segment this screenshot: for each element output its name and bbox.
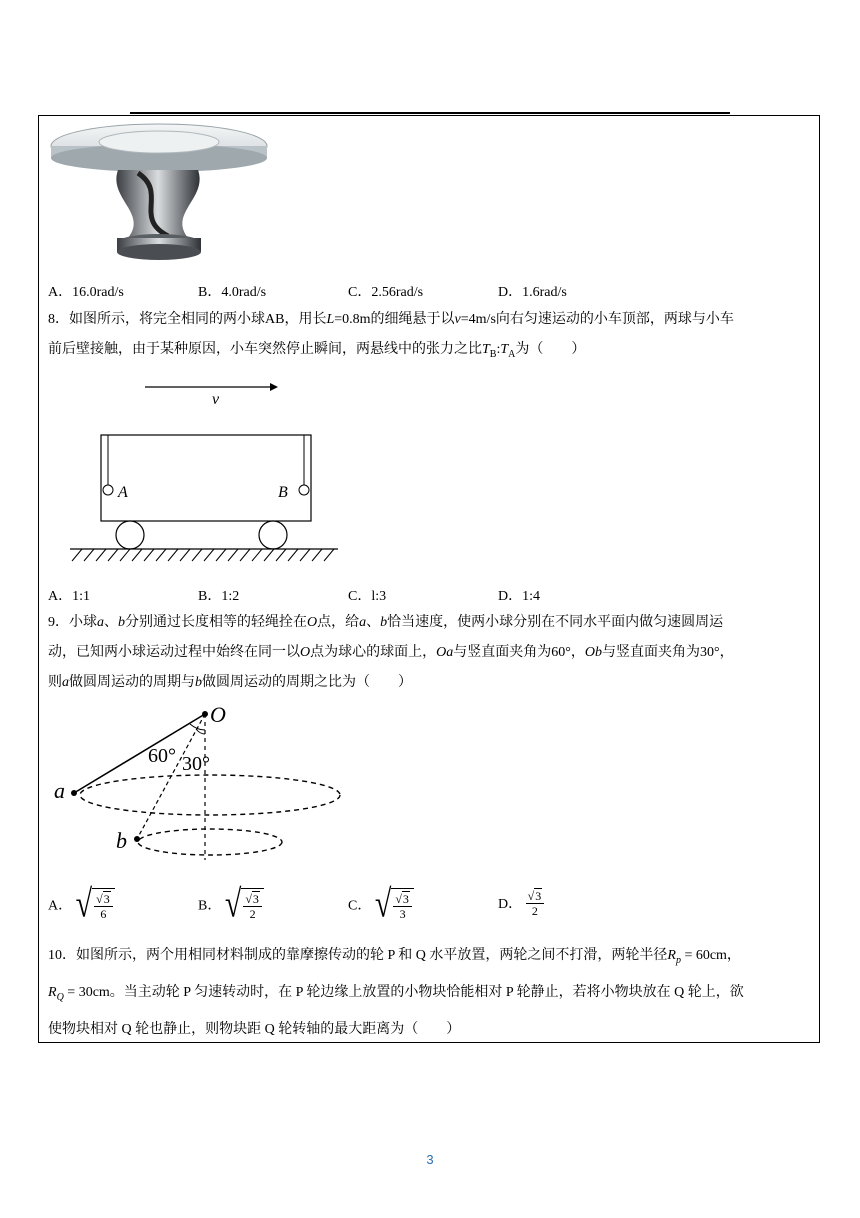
- q9-option-a: A． √ $\frac{√3}{6}$: [48, 888, 115, 921]
- header-rule: [130, 112, 730, 114]
- q9-stem: 9．小球a、b分别通过长度相等的轻绳拴在O点，给a、b恰当速度，使两小球分别在不同水平面内做匀速圆周运 动，已知两小球运动过程中始终在同一以O点为球心的球面上，Oa与竖直面夹角为60°，Ob与竖直面夹角为30°， 则a做圆周运动的周期与b做圆周运动的周期之比为（ ）: [48, 615, 734, 690]
- q9-option-d: D． $\frac{√3}{2}$: [498, 888, 544, 918]
- q7-option-d: D．1.6rad/s: [498, 285, 567, 300]
- q8-fig-v: v: [212, 391, 220, 408]
- q8-fig-b: B: [278, 484, 288, 501]
- q8-stem: 8．如图所示，将完全相同的两小球AB，用长L=0.8m的细绳悬于以v=4m/s向右匀速运动的小车顶部，两球与小车 前后壁接触，由于某种原因，小车突然停止瞬间，两悬线中的张力之比$T_B:T_A$为（ ）: [48, 312, 734, 360]
- q8-option-d: D．1:4: [498, 589, 541, 604]
- q9-option-c: C． √ $\frac{√3}{3}$: [348, 888, 414, 921]
- q9-fig-o: O: [210, 702, 226, 727]
- q7-option-c: C．2.56rad/s: [348, 285, 424, 300]
- q8-option-c: C．l:3: [348, 589, 387, 604]
- q9-fig-30: 30°: [182, 753, 210, 775]
- q7-option-b: B．4.0rad/s: [198, 285, 267, 300]
- q8-fig-a: A: [118, 484, 128, 501]
- q8-option-b: B．1:2: [198, 589, 240, 604]
- q9-cone-figure: [50, 702, 350, 862]
- q8-cart-figure: [60, 375, 350, 565]
- q7-option-a: A．16.0rad/s: [48, 285, 124, 300]
- q9-option-b: B． √ $\frac{√3}{2}$: [198, 888, 264, 921]
- q9-fig-a: a: [54, 778, 65, 803]
- q10-stem: 10．如图所示，两个用相同材料制成的靠摩擦传动的轮 P 和 Q 水平放置，两轮之间不打滑，两轮半径$R_p = 60cm$， $R_Q = 30cm$。当主动轮 P 匀速转动时，在 P 轮边缘上放置的小物块恰能相对 P 轮静止，若将小物块放在 Q 轮上，欲 使物块相对 Q 轮也静止，则物块距 Q 轮转轴的最大距离为（ ）: [48, 948, 744, 1037]
- q9-fig-60: 60°: [148, 745, 176, 767]
- q8-option-a: A．1:1: [48, 589, 91, 604]
- page-number: 3: [426, 1152, 434, 1167]
- turntable-photo: [48, 118, 270, 268]
- q9-fig-b: b: [116, 828, 127, 853]
